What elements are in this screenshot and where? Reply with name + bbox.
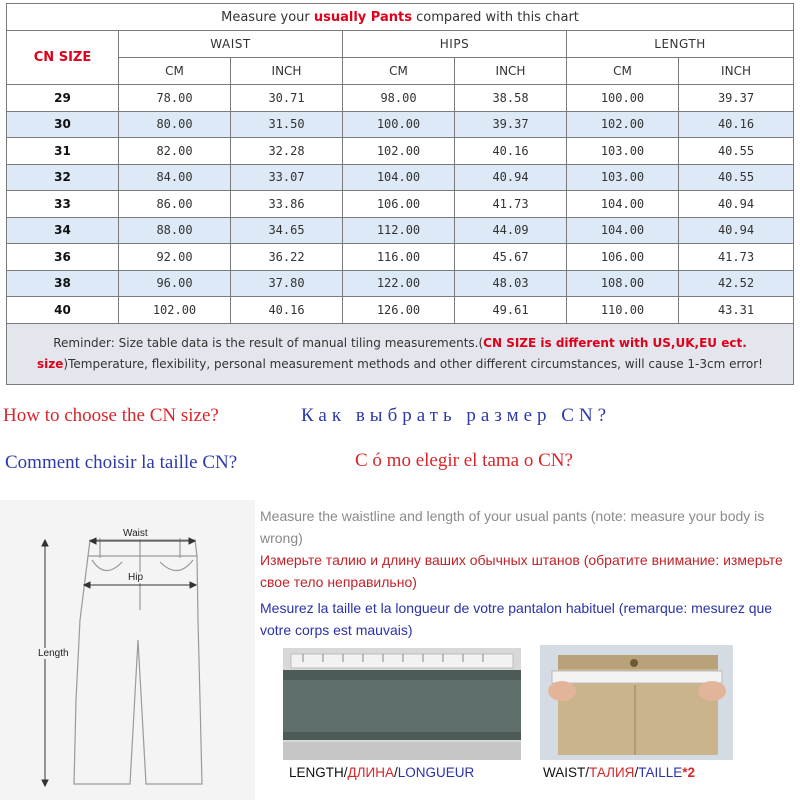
unit-header: INCH <box>231 58 343 85</box>
reminder-note <box>7 323 794 384</box>
unit-header: INCH <box>455 58 567 85</box>
table-cell: 104.00 <box>567 191 679 218</box>
table-cell: 116.00 <box>343 244 455 271</box>
table-cell: 40.94 <box>455 164 567 191</box>
table-row <box>7 111 794 138</box>
length-group-header: LENGTH <box>567 31 794 58</box>
length-measurement-photo <box>283 648 521 760</box>
table-row <box>7 297 794 324</box>
caption-separator: / <box>585 765 590 780</box>
caption-waist-multiplier: *2 <box>682 765 695 780</box>
table-row <box>7 138 794 165</box>
waist-measurement-photo <box>540 645 733 760</box>
table-cell: 126.00 <box>343 297 455 324</box>
table-cell: 102.00 <box>567 111 679 138</box>
table-cell: 102.00 <box>343 138 455 165</box>
table-cell: 40.55 <box>679 138 794 165</box>
table-cell: 40.16 <box>679 111 794 138</box>
table-row <box>7 85 794 112</box>
table-cell: 104.00 <box>567 217 679 244</box>
reminder-suffix: )Temperature, flexibility, personal measurement methods and other different circumstances, will cause 1-3cm error! <box>63 356 763 371</box>
unit-header: CM <box>567 58 679 85</box>
table-cell: 110.00 <box>567 297 679 324</box>
table-cell: 33.07 <box>231 164 343 191</box>
table-cell: 103.00 <box>567 164 679 191</box>
size-cell: 29 <box>7 85 119 112</box>
table-cell: 45.67 <box>455 244 567 271</box>
table-cell: 88.00 <box>119 217 231 244</box>
caption-separator: / <box>394 765 398 780</box>
table-cell: 31.50 <box>231 111 343 138</box>
size-cell: 33 <box>7 191 119 218</box>
table-cell: 41.73 <box>679 244 794 271</box>
question-spanish: C ó mo elegir el tama o CN? <box>355 450 573 471</box>
table-cell: 108.00 <box>567 270 679 297</box>
table-cell: 104.00 <box>343 164 455 191</box>
table-cell: 86.00 <box>119 191 231 218</box>
table-row <box>7 270 794 297</box>
table-cell: 38.58 <box>455 85 567 112</box>
caption-separator: / <box>634 765 639 780</box>
reminder-prefix: Reminder: Size table data is the result of manual tiling measurements.( <box>53 335 484 350</box>
size-chart-table <box>6 3 794 385</box>
table-cell: 106.00 <box>567 244 679 271</box>
table-cell: 39.37 <box>679 85 794 112</box>
table-cell: 84.00 <box>119 164 231 191</box>
table-row <box>7 164 794 191</box>
size-cell: 30 <box>7 111 119 138</box>
table-cell: 44.09 <box>455 217 567 244</box>
size-cell: 38 <box>7 270 119 297</box>
table-row <box>7 244 794 271</box>
table-cell: 102.00 <box>119 297 231 324</box>
table-cell: 36.22 <box>231 244 343 271</box>
table-title-prefix: Measure your <box>221 9 314 25</box>
waist-caption <box>543 765 695 780</box>
size-cell: 34 <box>7 217 119 244</box>
table-cell: 122.00 <box>343 270 455 297</box>
question-russian: Как выбрать размер CN? <box>301 405 612 426</box>
table-cell: 100.00 <box>567 85 679 112</box>
hip-label: Hip <box>128 572 144 583</box>
table-cell: 106.00 <box>343 191 455 218</box>
tape-across-waist-illustration <box>540 645 733 760</box>
table-title-suffix: compared with this chart <box>411 9 579 25</box>
unit-header: CM <box>119 58 231 85</box>
caption-separator: / <box>343 765 348 780</box>
table-cell: 32.28 <box>231 138 343 165</box>
table-cell: 30.71 <box>231 85 343 112</box>
table-cell: 82.00 <box>119 138 231 165</box>
unit-header: CM <box>343 58 455 85</box>
table-cell: 40.16 <box>231 297 343 324</box>
table-cell: 78.00 <box>119 85 231 112</box>
table-cell: 43.31 <box>679 297 794 324</box>
table-cell: 100.00 <box>343 111 455 138</box>
cn-size-header: CN SIZE <box>7 31 119 85</box>
caption-length-fr: LONGUEUR <box>397 765 475 780</box>
pants-measurement-diagram <box>0 500 255 800</box>
table-cell: 48.03 <box>455 270 567 297</box>
table-cell: 92.00 <box>119 244 231 271</box>
table-cell: 40.16 <box>455 138 567 165</box>
question-french: Comment choisir la taille CN? <box>5 452 238 473</box>
hips-group-header: HIPS <box>343 31 567 58</box>
table-cell: 40.94 <box>679 191 794 218</box>
table-cell: 33.86 <box>231 191 343 218</box>
table-row <box>7 217 794 244</box>
waist-group-header: WAIST <box>119 31 343 58</box>
caption-waist-en: WAIST <box>543 765 586 780</box>
instruction-french: Mesurez la taille et la longueur de votre pantalon habituel (remarque: mesurez que votre corps est mauvais) <box>260 600 773 638</box>
caption-waist-fr: TAILLE <box>638 765 683 780</box>
table-cell: 39.37 <box>455 111 567 138</box>
table-cell: 98.00 <box>343 85 455 112</box>
table-cell: 80.00 <box>119 111 231 138</box>
table-cell: 34.65 <box>231 217 343 244</box>
unit-header: INCH <box>679 58 794 85</box>
table-row <box>7 191 794 218</box>
table-cell: 42.52 <box>679 270 794 297</box>
instruction-russian: Измерьте талию и длину ваших обычных штанов (обратите внимание: измерьте свое тело неправильно) <box>260 552 783 590</box>
length-caption <box>289 765 474 780</box>
table-cell: 112.00 <box>343 217 455 244</box>
size-cell: 40 <box>7 297 119 324</box>
table-title <box>7 4 794 31</box>
size-cell: 32 <box>7 164 119 191</box>
waist-label: Waist <box>123 528 148 539</box>
table-cell: 96.00 <box>119 270 231 297</box>
table-title-highlight: usually Pants <box>313 9 412 25</box>
table-cell: 49.61 <box>455 297 567 324</box>
question-english: How to choose the CN size? <box>3 405 219 426</box>
caption-waist-ru: ТАЛИЯ <box>589 765 635 780</box>
reminder-highlight: CN SIZE is different with US,UK,EU ect. size <box>37 335 747 371</box>
size-cell: 36 <box>7 244 119 271</box>
size-cell: 31 <box>7 138 119 165</box>
caption-length-en: LENGTH <box>289 765 344 780</box>
table-cell: 41.73 <box>455 191 567 218</box>
table-cell: 40.94 <box>679 217 794 244</box>
tape-on-pant-leg-illustration <box>283 648 521 760</box>
instruction-english: Measure the waistline and length of your usual pants (note: measure your body is wrong) <box>260 508 765 546</box>
caption-length-ru: ДЛИНА <box>347 765 394 780</box>
length-label: Length <box>38 648 69 659</box>
table-cell: 40.55 <box>679 164 794 191</box>
table-cell: 103.00 <box>567 138 679 165</box>
table-cell: 37.80 <box>231 270 343 297</box>
